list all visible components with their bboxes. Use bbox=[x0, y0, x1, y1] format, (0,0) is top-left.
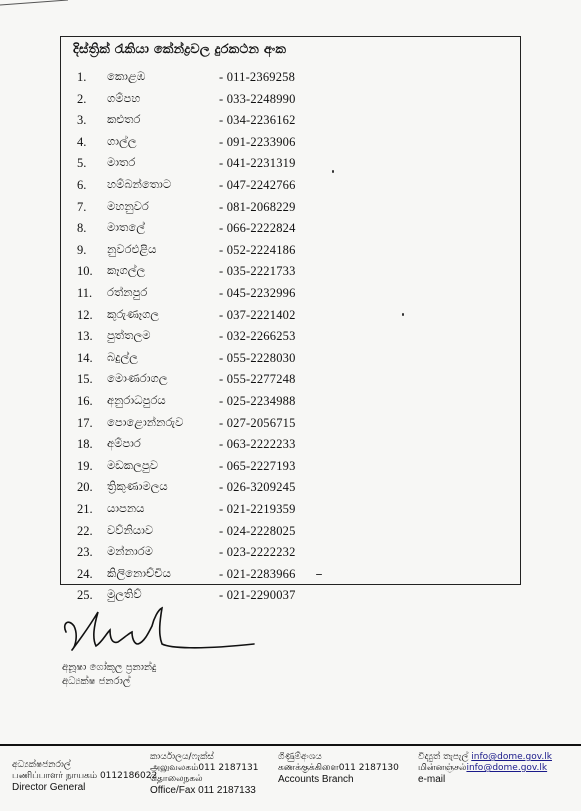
table-row bbox=[61, 153, 520, 175]
table-row bbox=[61, 499, 520, 521]
row-district: පොළොන්නරුව bbox=[107, 414, 184, 429]
row-district: යාපනය bbox=[107, 501, 145, 515]
row-district: කළුතර bbox=[107, 112, 141, 127]
footer-accounts bbox=[278, 752, 399, 785]
row-number: 5. bbox=[77, 156, 87, 171]
footer-office-si: කාර්යාලය/ෆැක්ස් bbox=[150, 752, 214, 762]
table-row bbox=[61, 218, 520, 240]
footer-rule bbox=[0, 744, 581, 746]
table-row bbox=[61, 132, 520, 154]
table-row bbox=[61, 564, 520, 586]
signatory-name: අනූෂා ගෝකුල ප්‍රනාන්දු bbox=[62, 662, 157, 673]
row-district: මාතර bbox=[107, 155, 136, 170]
row-number: 15. bbox=[77, 372, 93, 387]
scan-speck bbox=[332, 170, 334, 173]
table-row bbox=[61, 89, 520, 111]
row-number: 2. bbox=[77, 91, 87, 106]
row-phone: - 024-2228025 bbox=[219, 523, 296, 538]
footer-office-en: Office/Fax bbox=[150, 785, 196, 796]
row-number: 20. bbox=[77, 480, 93, 495]
row-number: 22. bbox=[77, 523, 93, 538]
row-phone: - 065-2227193 bbox=[219, 458, 296, 473]
table-row bbox=[61, 67, 520, 89]
row-phone: - 052-2224186 bbox=[219, 242, 296, 257]
footer-dg-ta: பணிப்பாளர் நாயகம் bbox=[12, 771, 98, 781]
footer-email-link-1[interactable]: info@dome.gov.lk bbox=[471, 752, 552, 762]
table-row bbox=[61, 175, 520, 197]
row-phone: - 047-2242766 bbox=[219, 178, 296, 192]
row-phone: - 091-2233906 bbox=[219, 134, 296, 149]
table-row bbox=[61, 240, 520, 262]
signature bbox=[58, 604, 258, 660]
table-row bbox=[61, 305, 520, 327]
row-number: 16. bbox=[77, 394, 93, 408]
row-district: අම්පාර bbox=[107, 436, 141, 451]
scan-edge-mark bbox=[0, 0, 70, 6]
footer-office-phone1: 011 2187131 bbox=[198, 763, 259, 773]
row-phone: - 055-2277248 bbox=[219, 372, 296, 387]
row-district: කුරුණෑගල bbox=[107, 306, 160, 321]
footer-email-ta-line bbox=[418, 763, 552, 774]
row-phone: - 011-2369258 bbox=[219, 70, 296, 84]
scan-speck bbox=[402, 313, 404, 316]
row-district: මාතලේ bbox=[107, 220, 145, 235]
row-number: 12. bbox=[77, 307, 93, 322]
row-district: නුවරඑළිය bbox=[107, 241, 157, 256]
row-number: 19. bbox=[77, 458, 93, 473]
table-title: දිස්ත්‍රික් රැකියා කේන්ද්‍රවල දුරකථන අංක bbox=[73, 42, 287, 57]
row-phone: - 063-2222233 bbox=[219, 437, 296, 452]
table-row bbox=[61, 283, 520, 305]
signatory-title: අධ්‍යක්ෂ ජනරාල් bbox=[62, 676, 131, 687]
footer-office-en-line bbox=[150, 785, 258, 796]
row-district: ගාල්ල bbox=[107, 133, 137, 148]
scan-speck bbox=[316, 574, 322, 575]
phone-table bbox=[60, 36, 521, 603]
row-number: 14. bbox=[77, 350, 93, 365]
footer-office bbox=[150, 752, 258, 796]
row-phone: - 041-2231319 bbox=[219, 156, 296, 171]
footer-accounts-ta: கணக்குக்கிளை bbox=[278, 763, 339, 773]
footer-email-link-2[interactable]: info@dome.gov.lk bbox=[466, 763, 548, 773]
footer-office-phone2: 011 2187133 bbox=[198, 785, 256, 796]
row-district: රත්නපුර bbox=[107, 285, 148, 299]
table-row bbox=[61, 326, 520, 348]
row-phone: - 033-2248990 bbox=[219, 91, 296, 106]
row-phone: - 026-3209245 bbox=[219, 480, 296, 495]
footer-accounts-ta-line bbox=[278, 763, 399, 774]
row-number: 10. bbox=[77, 264, 93, 279]
table-row bbox=[61, 456, 520, 478]
row-district: මුලතිව් bbox=[107, 587, 142, 602]
footer-office-ta: அலுவலகம் bbox=[150, 763, 199, 773]
row-number: 9. bbox=[77, 242, 87, 257]
row-number: 4. bbox=[77, 134, 87, 149]
table-row bbox=[61, 413, 520, 435]
footer-dg-ta-line bbox=[12, 771, 157, 782]
row-phone: - 021-2283966 bbox=[219, 566, 296, 581]
footer-accounts-si: ගිණුම්අංශය bbox=[278, 752, 322, 762]
footer-email-si-line bbox=[418, 752, 552, 763]
table-row bbox=[61, 434, 520, 456]
row-district: හම්බන්තොට bbox=[107, 177, 172, 191]
footer-accounts-phone: 011 2187130 bbox=[338, 763, 399, 773]
table-row bbox=[61, 391, 520, 413]
footer-office-ta-line bbox=[150, 763, 258, 774]
row-phone: - 035-2221733 bbox=[219, 264, 296, 279]
table-row bbox=[61, 542, 520, 564]
row-phone: - 081-2068229 bbox=[219, 199, 296, 214]
table-row bbox=[61, 348, 520, 370]
table-row bbox=[61, 477, 520, 499]
row-district: මහනුවර bbox=[107, 198, 149, 213]
footer-office-ta2: தொலைநகல் bbox=[150, 774, 203, 784]
row-district: කොළඹ bbox=[107, 69, 146, 83]
row-phone: - 023-2222232 bbox=[219, 545, 296, 560]
row-number: 25. bbox=[77, 588, 93, 603]
row-phone: - 045-2232996 bbox=[219, 286, 296, 300]
footer-email-ta: மின்னஞ்சல் bbox=[418, 763, 467, 773]
row-number: 21. bbox=[77, 502, 93, 516]
row-phone: - 034-2236162 bbox=[219, 113, 296, 128]
row-phone: - 055-2228030 bbox=[219, 350, 296, 365]
row-number: 11. bbox=[77, 286, 93, 300]
footer-email bbox=[418, 752, 552, 785]
row-number: 17. bbox=[77, 415, 93, 430]
row-district: ත්‍රිකුණාමලය bbox=[107, 479, 168, 494]
row-district: කිලිනොච්චිය bbox=[107, 565, 171, 580]
footer-email-si: විද්‍යුත් තැපැල් bbox=[418, 752, 469, 762]
footer-director-general bbox=[12, 760, 157, 793]
row-district: මන්නාරම bbox=[107, 544, 153, 559]
row-number: 24. bbox=[77, 566, 93, 581]
row-number: 18. bbox=[77, 437, 93, 452]
row-district: පුත්තලම bbox=[107, 328, 151, 343]
table-row bbox=[61, 110, 520, 132]
row-district: අනුරාධපුරය bbox=[107, 393, 166, 407]
row-phone: - 037-2221402 bbox=[219, 307, 296, 322]
table-row bbox=[61, 261, 520, 283]
row-number: 8. bbox=[77, 221, 87, 236]
row-phone: - 032-2266253 bbox=[219, 329, 296, 344]
row-phone: - 021-2290037 bbox=[219, 588, 296, 603]
row-number: 3. bbox=[77, 113, 87, 128]
row-district: වව්නියාව bbox=[107, 522, 154, 537]
row-district: බදුල්ල bbox=[107, 349, 138, 364]
table-row bbox=[61, 521, 520, 543]
table-row bbox=[61, 197, 520, 219]
row-phone: - 021-2219359 bbox=[219, 502, 296, 516]
table-row bbox=[61, 369, 520, 391]
row-phone: - 027-2056715 bbox=[219, 415, 296, 430]
footer-dg-si: අධ්‍යක්ෂජනරාල් bbox=[12, 760, 71, 770]
row-phone: - 066-2222824 bbox=[219, 221, 296, 236]
footer-dg-en: Director General bbox=[12, 782, 86, 793]
row-number: 7. bbox=[77, 199, 87, 214]
row-number: 1. bbox=[77, 70, 87, 84]
footer-accounts-en: Accounts Branch bbox=[278, 774, 354, 785]
row-number: 23. bbox=[77, 545, 93, 560]
row-number: 6. bbox=[77, 178, 87, 192]
row-district: මඩකලපුව bbox=[107, 457, 158, 472]
row-number: 13. bbox=[77, 329, 93, 344]
footer-email-en: e-mail bbox=[418, 774, 446, 785]
row-phone: - 025-2234988 bbox=[219, 394, 296, 408]
row-district: මොණරාගල bbox=[107, 371, 168, 386]
row-district: කෑගල්ල bbox=[107, 263, 146, 278]
footer-dg-phone: 0112186022 bbox=[99, 771, 158, 781]
row-district: ගම්පහ bbox=[107, 90, 141, 105]
